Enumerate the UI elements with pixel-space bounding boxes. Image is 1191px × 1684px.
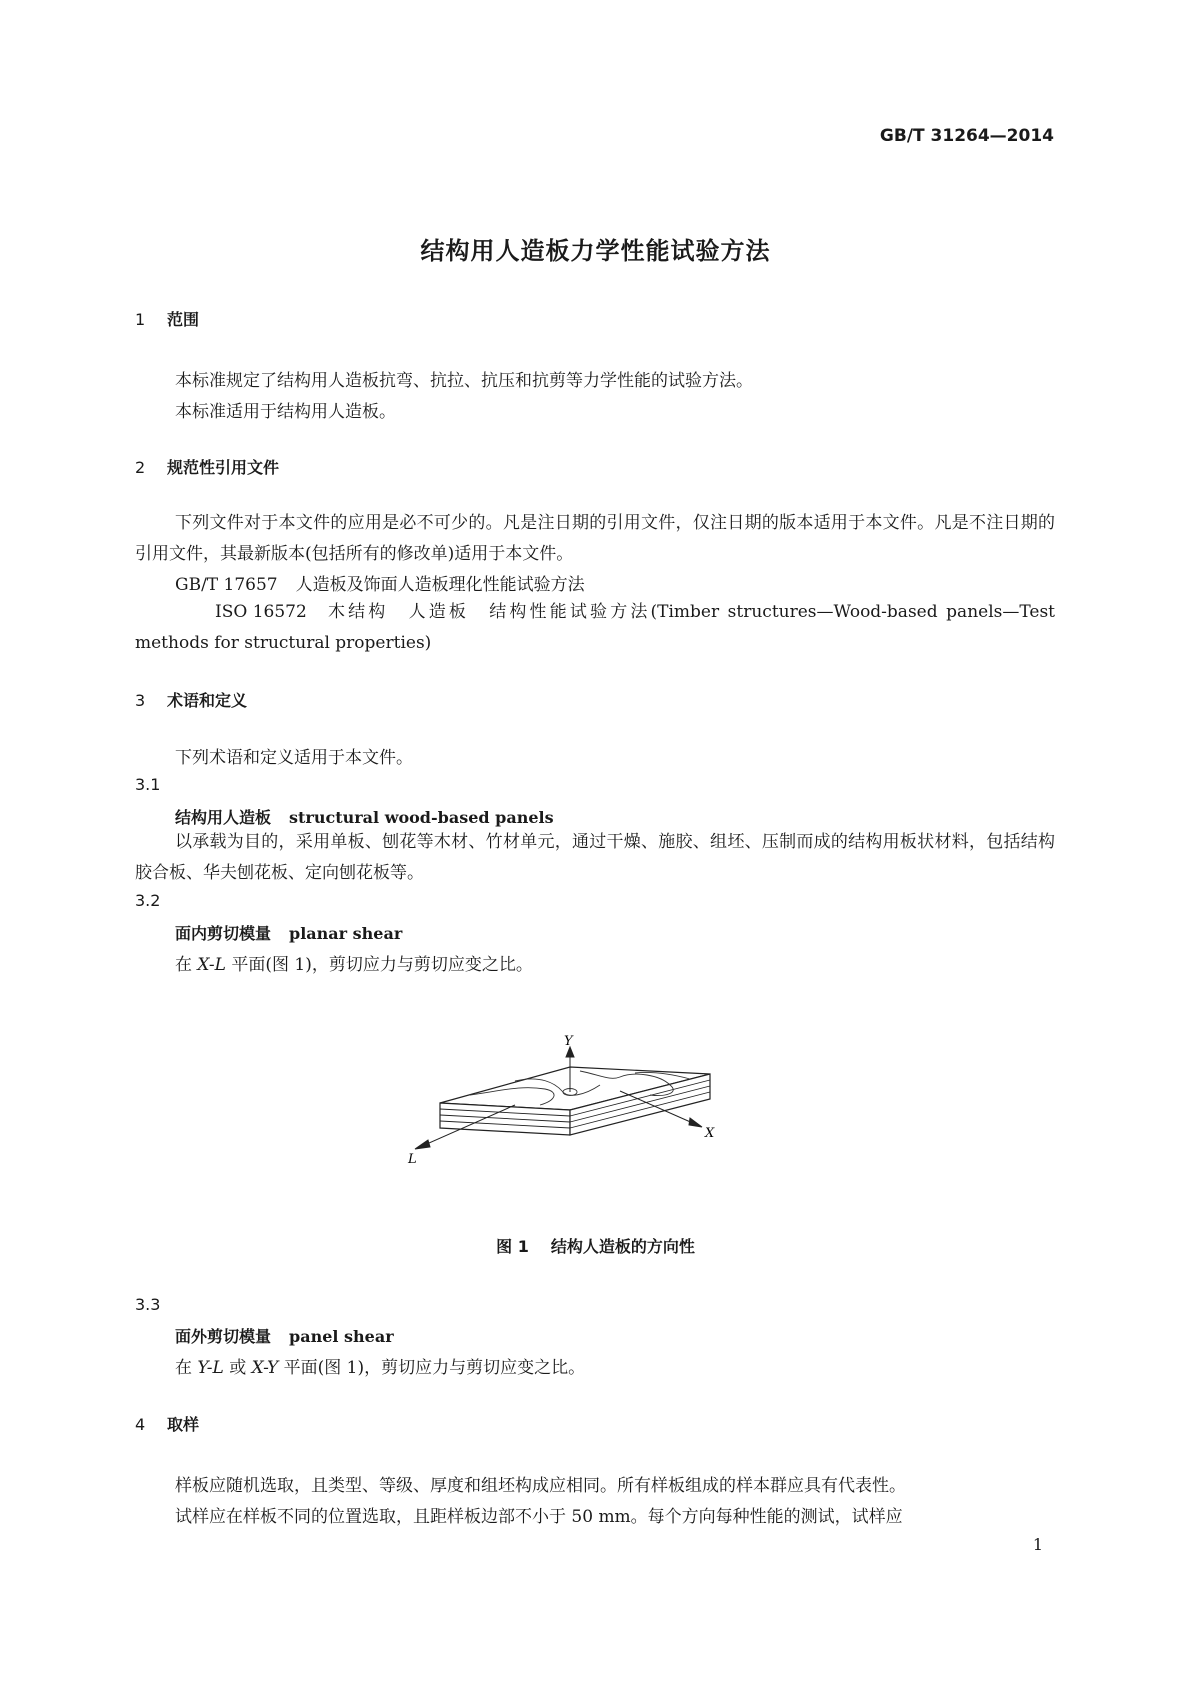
reference-title: 人造板及饰面人造板理化性能试验方法 [295,575,585,595]
section-number: 3 [135,691,146,710]
clause-number-3-2: 3.2 [135,891,161,910]
section-title: 术语和定义 [167,691,248,710]
definition-prefix: 在 [175,955,198,975]
section-4-paragraph-2: 试样应在样板不同的位置选取，且距样板边部不小于 50 mm。每个方向每种性能的测试，试样应 [175,1507,903,1527]
section-number: 1 [135,310,146,329]
term-english: structural wood-based panels [289,808,554,827]
term-3-3-definition [175,1353,585,1378]
section-number: 2 [135,458,146,477]
axis-label-x: X [705,1126,715,1141]
figure-caption [0,1234,1191,1257]
term-chinese: 结构用人造板 [175,808,272,827]
section-2-heading [135,455,279,478]
normative-reference-2 [135,597,1055,659]
reference-title: 木结构 人造板 结构性能试验方法(Timber structures—Wood-based panels—Test methods for structural properties) [135,602,1055,653]
section-1-paragraph-2: 本标准适用于结构用人造板。 [175,402,396,422]
section-3-heading [135,688,247,711]
definition-suffix: 平面(图 1)，剪切应力与剪切应变之比。 [278,1358,586,1378]
reference-code: ISO 16572 [215,602,307,622]
section-2-intro: 下列文件对于本文件的应用是必不可少的。凡是注日期的引用文件，仅注日期的版本适用于本文件。凡是不注日期的引用文件，其最新版本(包括所有的修改单)适用于本文件。 [135,513,1055,564]
figure-caption-text: 结构人造板的方向性 [550,1237,695,1256]
axis-label-l: L [408,1152,417,1167]
section-3-intro: 下列术语和定义适用于本文件。 [175,748,413,768]
plane-label: X-L [197,955,226,975]
definition-prefix: 在 [175,1358,198,1378]
section-4-heading [135,1412,199,1435]
figure-number: 图 1 [496,1237,529,1256]
term-english: panel shear [289,1327,394,1346]
section-title: 规范性引用文件 [167,458,280,477]
plane-label-2: X-Y [251,1358,279,1378]
term-3-2-definition [175,950,533,975]
definition-suffix: 平面(图 1)，剪切应力与剪切应变之比。 [225,955,533,975]
clause-number-3-1: 3.1 [135,775,161,794]
normative-reference-1 [175,570,585,595]
section-1-heading [135,307,199,330]
term-chinese: 面内剪切模量 [175,924,272,943]
reference-code: GB/T 17657 [175,575,278,595]
term-3-3 [175,1324,394,1347]
section-title: 范围 [167,310,200,329]
clause-number-3-3: 3.3 [135,1295,161,1314]
axis-label-y: Y [564,1034,573,1049]
term-3-2 [175,921,402,944]
term-english: planar shear [289,924,403,943]
section-4-paragraph-1: 样板应随机选取，且类型、等级、厚度和组坯构成应相同。所有样板组成的样本群应具有代表性。 [175,1476,906,1496]
term-chinese: 面外剪切模量 [175,1327,272,1346]
plane-label-1: Y-L [197,1358,224,1378]
document-title: 结构用人造板力学性能试验方法 [420,237,771,265]
standard-number: GB/T 31264—2014 [879,126,1054,146]
term-3-1 [175,805,554,828]
term-3-1-definition: 以承载为目的，采用单板、刨花等木材、竹材单元，通过干燥、施胶、组坯、压制而成的结构用板状材料，包括结构胶合板、华夫刨花板、定向刨花板等。 [135,832,1055,883]
panel-directionality-figure [408,1034,740,1167]
section-title: 取样 [167,1415,200,1434]
section-number: 4 [135,1415,146,1434]
section-1-paragraph-1: 本标准规定了结构用人造板抗弯、抗拉、抗压和抗剪等力学性能的试验方法。 [175,371,753,391]
page-number: 1 [1032,1535,1043,1554]
definition-connector: 或 [223,1358,252,1378]
